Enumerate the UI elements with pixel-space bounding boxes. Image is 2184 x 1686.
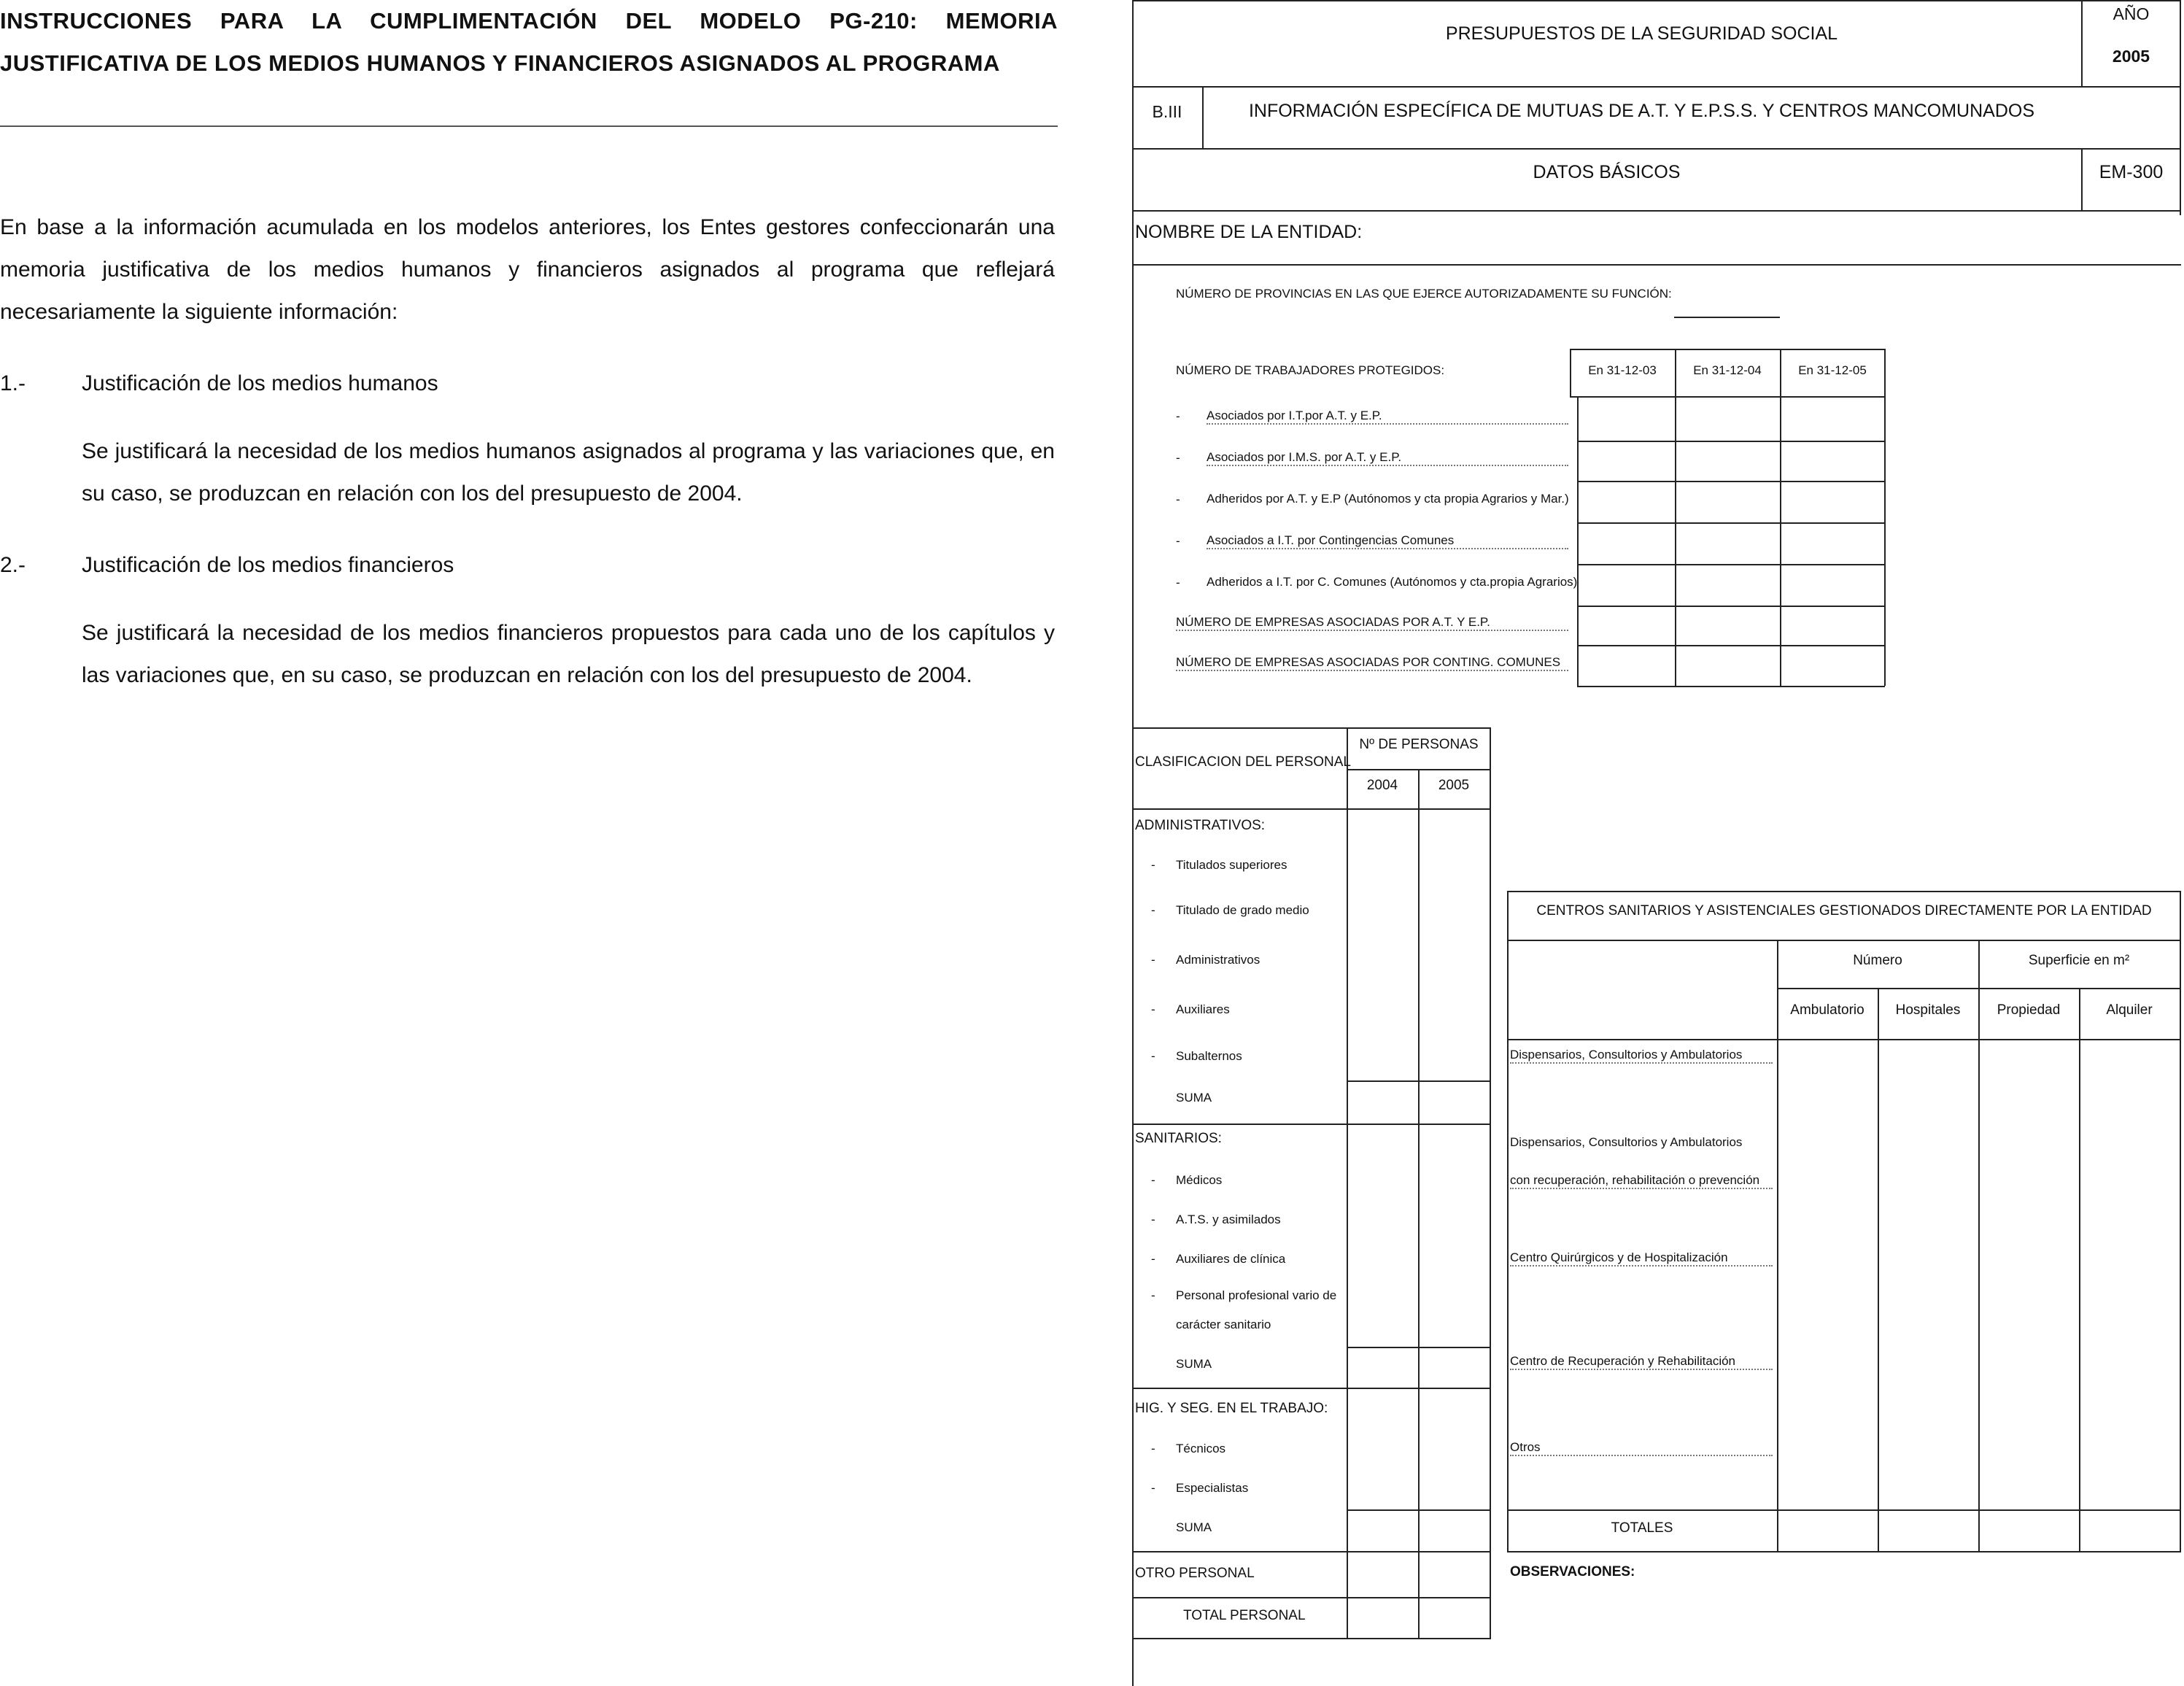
row-bullet: -: [1151, 1481, 1155, 1495]
row-bullet: -: [1151, 1288, 1155, 1302]
centros-table-border: [2079, 988, 2080, 1551]
workers-label: NÚMERO DE TRABAJADORES PROTEGIDOS:: [1176, 363, 1445, 377]
centros-row-label: Dispensarios, Consultorios y Ambulatorios: [1510, 1135, 1743, 1149]
row-bullet: -: [1151, 858, 1155, 872]
centros-table-border: [1878, 988, 1879, 1551]
year-label: AÑO: [2113, 4, 2150, 23]
provinces-field[interactable]: [1674, 317, 1780, 318]
personal-row-label: Auxiliares de clínica: [1176, 1252, 1286, 1266]
personal-table-border: [1347, 727, 1348, 1638]
entity-name-label: NOMBRE DE LA ENTIDAD:: [1135, 222, 1363, 242]
personal-table-border: [1132, 1388, 1491, 1389]
item-body: Se justificará la necesidad de los medios humanos asignados al programa y las variaciones que, en su caso, se produzcan en relación con los del presupuesto de 2004.: [82, 439, 1055, 506]
personal-table-border: [1418, 769, 1420, 1638]
workers-table-border: [1577, 481, 1885, 482]
row-bullet: -: [1151, 1252, 1155, 1266]
col-alquiler: Alquiler: [2106, 1002, 2153, 1018]
year-2004: 2004: [1366, 778, 1398, 793]
personal-row-label: Titulado de grado medio: [1176, 903, 1309, 917]
form-border: [1132, 210, 2181, 212]
centros-row-label: Otros: [1510, 1440, 1773, 1456]
row-bullet: -: [1176, 492, 1180, 506]
workers-row-label: Adheridos por A.T. y E.P (Autónomos y cta propia Agrarios y Mar.): [1207, 492, 1569, 506]
row-bullet: -: [1151, 1002, 1155, 1016]
suma-label: SUMA: [1176, 1357, 1212, 1371]
personal-table-border: [1132, 1638, 1491, 1639]
personal-table-border: [1132, 1124, 1491, 1125]
col-hospitales: Hospitales: [1895, 1002, 1961, 1018]
document-title: INSTRUCCIONES PARA LA CUMPLIMENTACIÓN DEL MODELO PG-210: MEMORIA JUSTIFICATIVA DE LOS MEDIOS HUMANOS Y FINANCIEROS ASIGNADOS AL PROGRAMA: [0, 8, 1058, 76]
centros-table-border: [1507, 891, 1509, 1551]
col-propiedad: Propiedad: [1997, 1002, 2061, 1018]
centros-row-label: Dispensarios, Consultorios y Ambulatorios: [1510, 1048, 1773, 1064]
workers-row-label: Asociados por I.M.S. por A.T. y E.P.: [1207, 450, 1568, 466]
form-border: [1132, 0, 1134, 1686]
numero-header: Número: [1853, 953, 1902, 968]
row-bullet: -: [1151, 903, 1155, 917]
workers-col-header: En 31-12-03: [1588, 363, 1657, 377]
personal-table-border: [1132, 727, 1491, 729]
personal-row-label: Personal profesional vario de: [1176, 1288, 1337, 1302]
centros-row-label: Centro de Recuperación y Rehabilitación: [1510, 1354, 1773, 1370]
centros-table-border: [2180, 891, 2181, 1551]
admin-label: ADMINISTRATIVOS:: [1135, 818, 1266, 833]
observaciones-label: OBSERVACIONES:: [1510, 1564, 1635, 1579]
workers-table-border: [1884, 349, 1886, 686]
year-2005: 2005: [1438, 778, 1470, 793]
personal-row-label: Titulados superiores: [1176, 858, 1287, 872]
workers-row-label: Asociados por I.T.por A.T. y E.P.: [1207, 409, 1568, 425]
workers-table-border: [1577, 564, 1885, 565]
row-bullet: -: [1151, 1173, 1155, 1187]
workers-table-border: [1577, 686, 1885, 687]
personal-row-label: Médicos: [1176, 1173, 1223, 1187]
intro-paragraph: En base a la información acumulada en los modelos anteriores, los Entes gestores confeccionarán una memoria justificativa de los medios humanos y financieros asignados al programa que reflejará necesariamente la siguiente información:: [0, 215, 1055, 324]
form-header-title: PRESUPUESTOS DE LA SEGURIDAD SOCIAL: [1445, 23, 1838, 44]
workers-table-border: [1577, 606, 1885, 607]
row-bullet: -: [1151, 1049, 1155, 1063]
personal-table-border: [1132, 1597, 1491, 1598]
entity-divider: [1132, 264, 2181, 266]
centros-table-border: [1507, 1551, 2181, 1552]
personal-row-label: Especialistas: [1176, 1481, 1249, 1495]
personal-row-label: Administrativos: [1176, 953, 1261, 967]
otro-personal-label: OTRO PERSONAL: [1135, 1566, 1255, 1581]
year-value: 2005: [2112, 47, 2150, 66]
personal-row-label: A.T.S. y asimilados: [1176, 1213, 1281, 1226]
workers-row-label: Adheridos a I.T. por C. Comunes (Autónomos y cta.propia Agrarios): [1207, 575, 1578, 589]
row-bullet: -: [1151, 1213, 1155, 1226]
workers-table-border: [1577, 441, 1885, 442]
section-title: INFORMACIÓN ESPECÍFICA DE MUTUAS DE A.T. Y E.P.S.S. Y CENTROS MANCOMUNADOS: [1248, 101, 2035, 121]
suma-label: SUMA: [1176, 1091, 1212, 1105]
total-personal-label: TOTAL PERSONAL: [1183, 1608, 1306, 1623]
workers-table-border: [1570, 349, 1885, 350]
row-bullet: -: [1176, 409, 1180, 423]
personal-row-label: Auxiliares: [1176, 1002, 1230, 1016]
form-border: [1132, 148, 2181, 150]
personal-class-label: CLASIFICACION DEL PERSONAL: [1135, 754, 1351, 770]
item-heading: Justificación de los medios financieros: [82, 553, 454, 577]
centros-row-label: con recuperación, rehabilitación o prevención: [1510, 1173, 1773, 1189]
personal-table-border: [1132, 808, 1491, 810]
datos-basicos-label: DATOS BÁSICOS: [1533, 162, 1681, 182]
col-ambulatorio: Ambulatorio: [1790, 1002, 1864, 1018]
section-code: B.III: [1152, 102, 1182, 121]
empresas-at-label: NÚMERO DE EMPRESAS ASOCIADAS POR A.T. Y E.P.: [1176, 615, 1568, 631]
centros-table-border: [1507, 940, 2181, 941]
workers-table-border: [1577, 522, 1885, 524]
empresas-cc-label: NÚMERO DE EMPRESAS ASOCIADAS POR CONTING. COMUNES: [1176, 655, 1568, 671]
provinces-label: NÚMERO DE PROVINCIAS EN LAS QUE EJERCE AUTORIZADAMENTE SU FUNCIÓN:: [1176, 287, 1672, 301]
personal-row-label: carácter sanitario: [1176, 1318, 1271, 1331]
centros-table-border: [1777, 940, 1778, 1551]
workers-table-border: [1570, 396, 1885, 398]
row-bullet: -: [1176, 534, 1180, 548]
totales-label: TOTALES: [1611, 1520, 1673, 1536]
item-body: Se justificará la necesidad de los medios financieros propuestos para cada uno de los capítulos y las variaciones que, en su caso, se produzcan en relación con los del presupuesto de 2004.: [82, 621, 1055, 687]
row-bullet: -: [1151, 1442, 1155, 1455]
suma-label: SUMA: [1176, 1520, 1212, 1534]
form-code: EM-300: [2099, 162, 2164, 182]
centros-title: CENTROS SANITARIOS Y ASISTENCIALES GESTIONADOS DIRECTAMENTE POR LA ENTIDAD: [1536, 903, 2152, 919]
row-bullet: -: [1151, 953, 1155, 967]
sanitarios-label: SANITARIOS:: [1135, 1131, 1222, 1146]
hig-seg-label: HIG. Y SEG. EN EL TRABAJO:: [1135, 1401, 1328, 1416]
personal-row-label: Subalternos: [1176, 1049, 1242, 1063]
personal-table-border: [1490, 727, 1491, 1638]
item-heading: Justificación de los medios humanos: [82, 371, 438, 395]
workers-table-border: [1577, 396, 1579, 686]
personas-header: Nº DE PERSONAS: [1359, 737, 1479, 752]
personal-row-label: Técnicos: [1176, 1442, 1226, 1455]
centros-table-border: [1978, 940, 1980, 1551]
workers-table-border: [1780, 349, 1781, 686]
workers-row-label: Asociados a I.T. por Contingencias Comunes: [1207, 533, 1568, 549]
superficie-header: Superficie en m²: [2028, 953, 2130, 968]
form-border: [1132, 86, 2181, 88]
item-number: 2.-: [0, 553, 26, 577]
workers-table-border: [1577, 645, 1885, 646]
centros-table-border: [1507, 891, 2181, 892]
centros-row-label: Centro Quirúrgicos y de Hospitalización: [1510, 1250, 1773, 1267]
workers-table-border: [1675, 349, 1676, 686]
row-bullet: -: [1176, 451, 1180, 465]
title-divider: [0, 125, 1058, 127]
row-bullet: -: [1176, 576, 1180, 589]
workers-col-header: En 31-12-04: [1693, 363, 1762, 377]
form-border: [1132, 0, 2181, 1]
personal-table-border: [1132, 1551, 1491, 1552]
item-number: 1.-: [0, 371, 26, 395]
workers-col-header: En 31-12-05: [1798, 363, 1867, 377]
